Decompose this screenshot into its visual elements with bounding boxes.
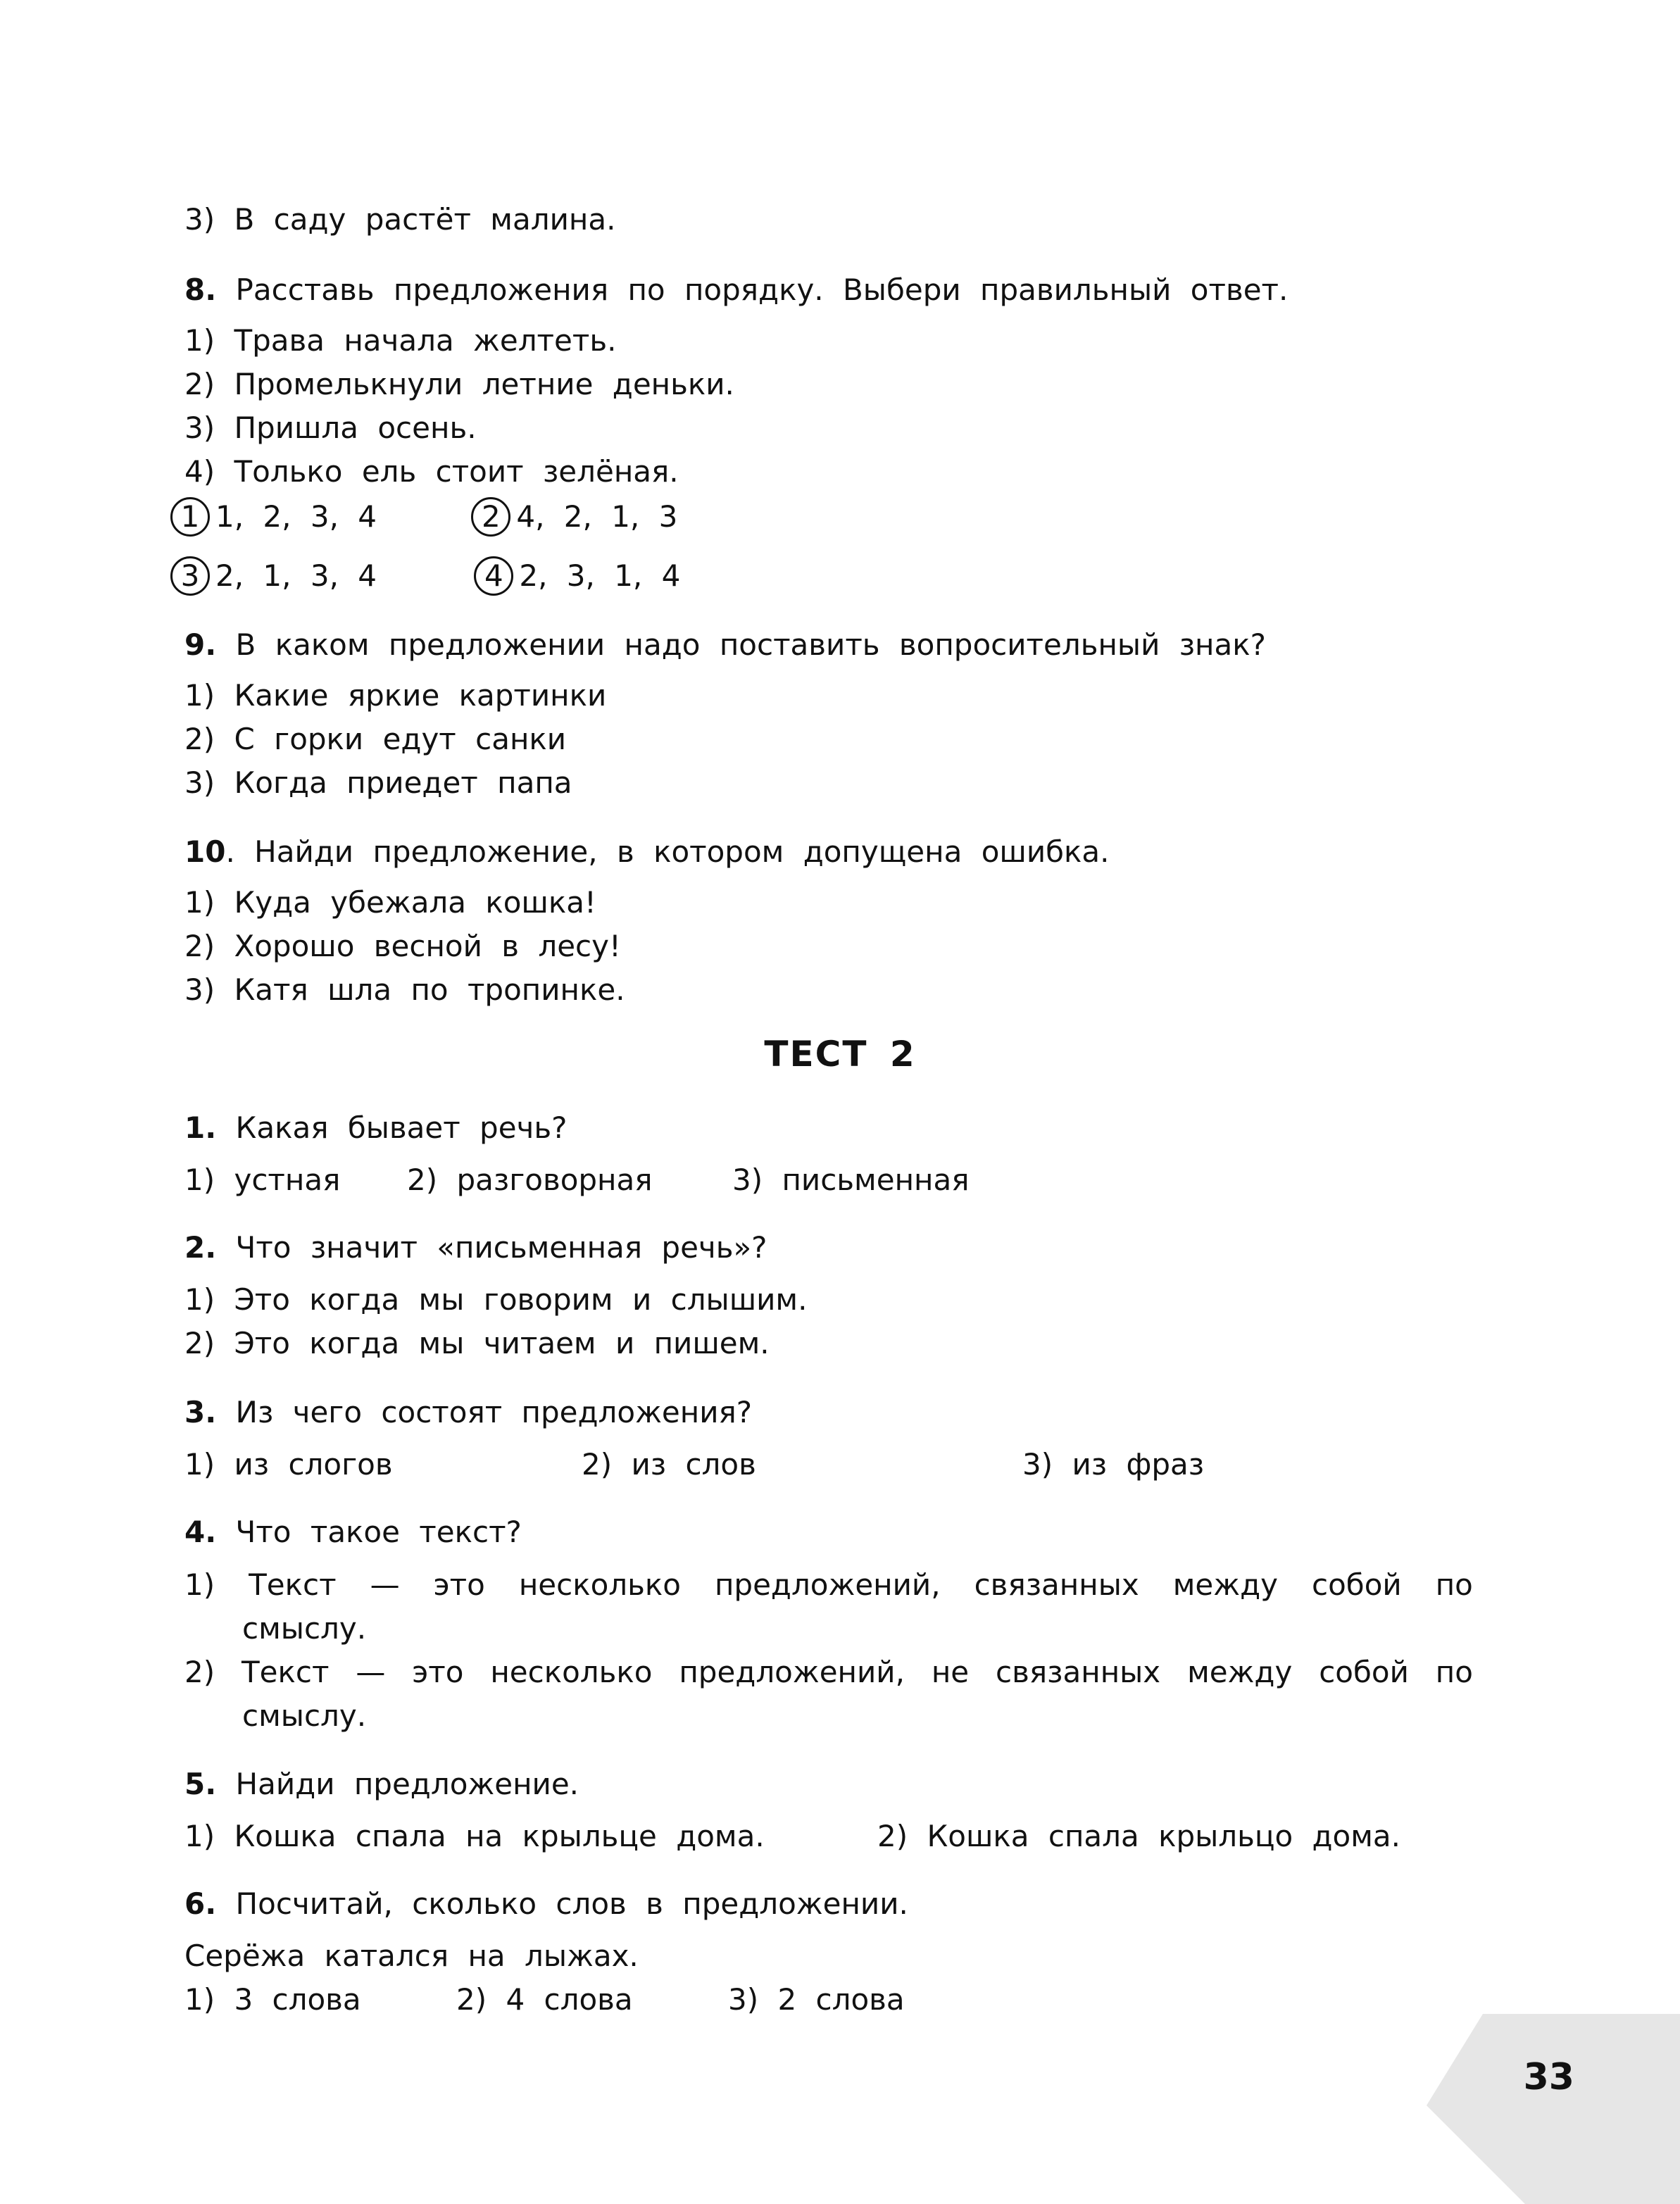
answer-word: собой	[1319, 1655, 1409, 1689]
option: 2) Кошка спала крыльцо дома.	[877, 1819, 1401, 1853]
list-item: 1) Какие яркие картинки	[184, 678, 607, 713]
justified-answer-1	[184, 1563, 1473, 1651]
option: 1) Кошка спала на крыльце дома.	[184, 1819, 765, 1853]
question-text: Из чего состоят предложения?	[235, 1395, 753, 1429]
answer-word: между	[1172, 1567, 1278, 1602]
answer-word: между	[1187, 1655, 1293, 1689]
question-1	[184, 1108, 567, 1148]
list-item: 1) Это когда мы говорим и слышим.	[184, 1282, 808, 1317]
answer-word: связанных	[974, 1567, 1139, 1602]
options-row	[184, 1445, 1204, 1484]
option: 2) из слов	[582, 1447, 756, 1482]
answer-sequence: 2, 1, 3, 4	[215, 558, 377, 593]
question-number: 5.	[184, 1767, 217, 1801]
answer-sequence: 2, 3, 1, 4	[519, 558, 681, 593]
options-row	[184, 1980, 905, 2020]
list-item: 3) Катя шла по тропинке.	[184, 972, 625, 1007]
question-text: Найди предложение.	[235, 1767, 579, 1801]
question-number: 6.	[184, 1886, 217, 1921]
list-item: 2) Промелькнули летние деньки.	[184, 367, 734, 401]
answer-row	[170, 497, 677, 537]
options-row	[184, 1817, 1400, 1856]
answer-continuation: смыслу.	[242, 1611, 367, 1646]
question-text: Какая бывает речь?	[235, 1110, 568, 1145]
answer-line	[184, 1651, 1473, 1694]
page-number: 33	[1523, 2056, 1574, 2098]
question-10	[184, 832, 1109, 872]
answer-word: предложений,	[714, 1567, 941, 1602]
answer-word: это	[412, 1655, 464, 1689]
question-number: 4.	[184, 1515, 217, 1549]
answer-word: Текст	[242, 1655, 330, 1689]
question-8	[184, 270, 1288, 310]
list-item: 1) Трава начала желтеть.	[184, 323, 617, 358]
justified-answer-2	[184, 1651, 1473, 1738]
answer-word: по	[1435, 1655, 1473, 1689]
question-number: 8.	[184, 273, 217, 307]
question-number: 9.	[184, 627, 217, 662]
list-item: 2) С горки едут санки	[184, 722, 567, 756]
answer-word: 2)	[184, 1655, 215, 1689]
question-number: 2.	[184, 1230, 217, 1265]
options-row	[184, 1160, 970, 1200]
answer-option	[474, 556, 680, 596]
question-number: 10	[184, 834, 226, 869]
answer-word: Текст	[249, 1567, 337, 1602]
option: 1) из слогов	[184, 1447, 393, 1482]
question-text: Что значит «письменная речь»?	[235, 1230, 767, 1265]
answer-sequence: 4, 2, 1, 3	[516, 499, 678, 534]
answer-word: не	[931, 1655, 970, 1689]
question-number: 1.	[184, 1110, 217, 1145]
answer-word: собой	[1312, 1567, 1402, 1602]
answer-word: это	[433, 1567, 485, 1602]
answer-word: предложений,	[679, 1655, 905, 1689]
section-title: ТЕСТ 2	[764, 1034, 916, 1075]
question-9	[184, 625, 1266, 665]
answer-option	[471, 497, 677, 537]
answer-continuation: смыслу.	[242, 1698, 367, 1733]
question-text: . Найди предложение, в котором допущена ошибка.	[225, 834, 1110, 869]
corner-polygon	[1427, 2014, 1680, 2204]
answer-word: связанных	[996, 1655, 1161, 1689]
question-number: 3.	[184, 1395, 217, 1429]
list-item: 1) Куда убежала кошка!	[184, 885, 596, 920]
option: 3) из фраз	[1022, 1447, 1205, 1482]
option: 1) устная	[184, 1163, 341, 1197]
list-item: 2) Это когда мы читаем и пишем.	[184, 1326, 770, 1360]
answer-option	[170, 497, 452, 537]
answer-sequence: 1, 2, 3, 4	[215, 499, 377, 534]
list-item: 4) Только ель стоит зелёная.	[184, 454, 679, 489]
list-item: 3) Когда приедет папа	[184, 765, 572, 800]
circled-number: 2	[471, 497, 510, 537]
option: 3) 2 слова	[728, 1982, 905, 2017]
option: 2) 4 слова	[456, 1982, 633, 2017]
answer-word: несколько	[490, 1655, 653, 1689]
example-sentence: Серёжа катался на лыжах.	[184, 1939, 639, 1973]
list-item: 2) Хорошо весной в лесу!	[184, 929, 621, 963]
question-2	[184, 1228, 767, 1267]
question-5	[184, 1765, 579, 1804]
question-text: Что такое текст?	[235, 1515, 522, 1549]
answer-row	[170, 556, 680, 596]
circled-number: 3	[170, 556, 210, 596]
list-item: 3) Пришла осень.	[184, 411, 477, 445]
answer-option	[170, 556, 455, 596]
option: 2) разговорная	[407, 1163, 653, 1197]
circled-number: 4	[474, 556, 513, 596]
answer-word: 1)	[184, 1567, 215, 1602]
circled-number: 1	[170, 497, 210, 537]
answer-word: по	[1435, 1567, 1473, 1602]
question-4	[184, 1513, 522, 1552]
answer-line	[184, 1563, 1473, 1607]
option: 1) 3 слова	[184, 1982, 361, 2017]
answer-word: несколько	[518, 1567, 681, 1602]
page-corner-shape	[1427, 2014, 1680, 2204]
question-6	[184, 1884, 908, 1924]
question-text: Посчитай, сколько слов в предложении.	[235, 1886, 908, 1921]
answer-word: —	[356, 1655, 386, 1689]
question-3	[184, 1393, 752, 1432]
answer-word: —	[370, 1567, 400, 1602]
option: 3) письменная	[732, 1163, 970, 1197]
answer-line: 3) В саду растёт малина.	[184, 202, 616, 237]
question-text: В каком предложении надо поставить вопросительный знак?	[235, 627, 1266, 662]
question-text: Расставь предложения по порядку. Выбери правильный ответ.	[235, 273, 1289, 307]
